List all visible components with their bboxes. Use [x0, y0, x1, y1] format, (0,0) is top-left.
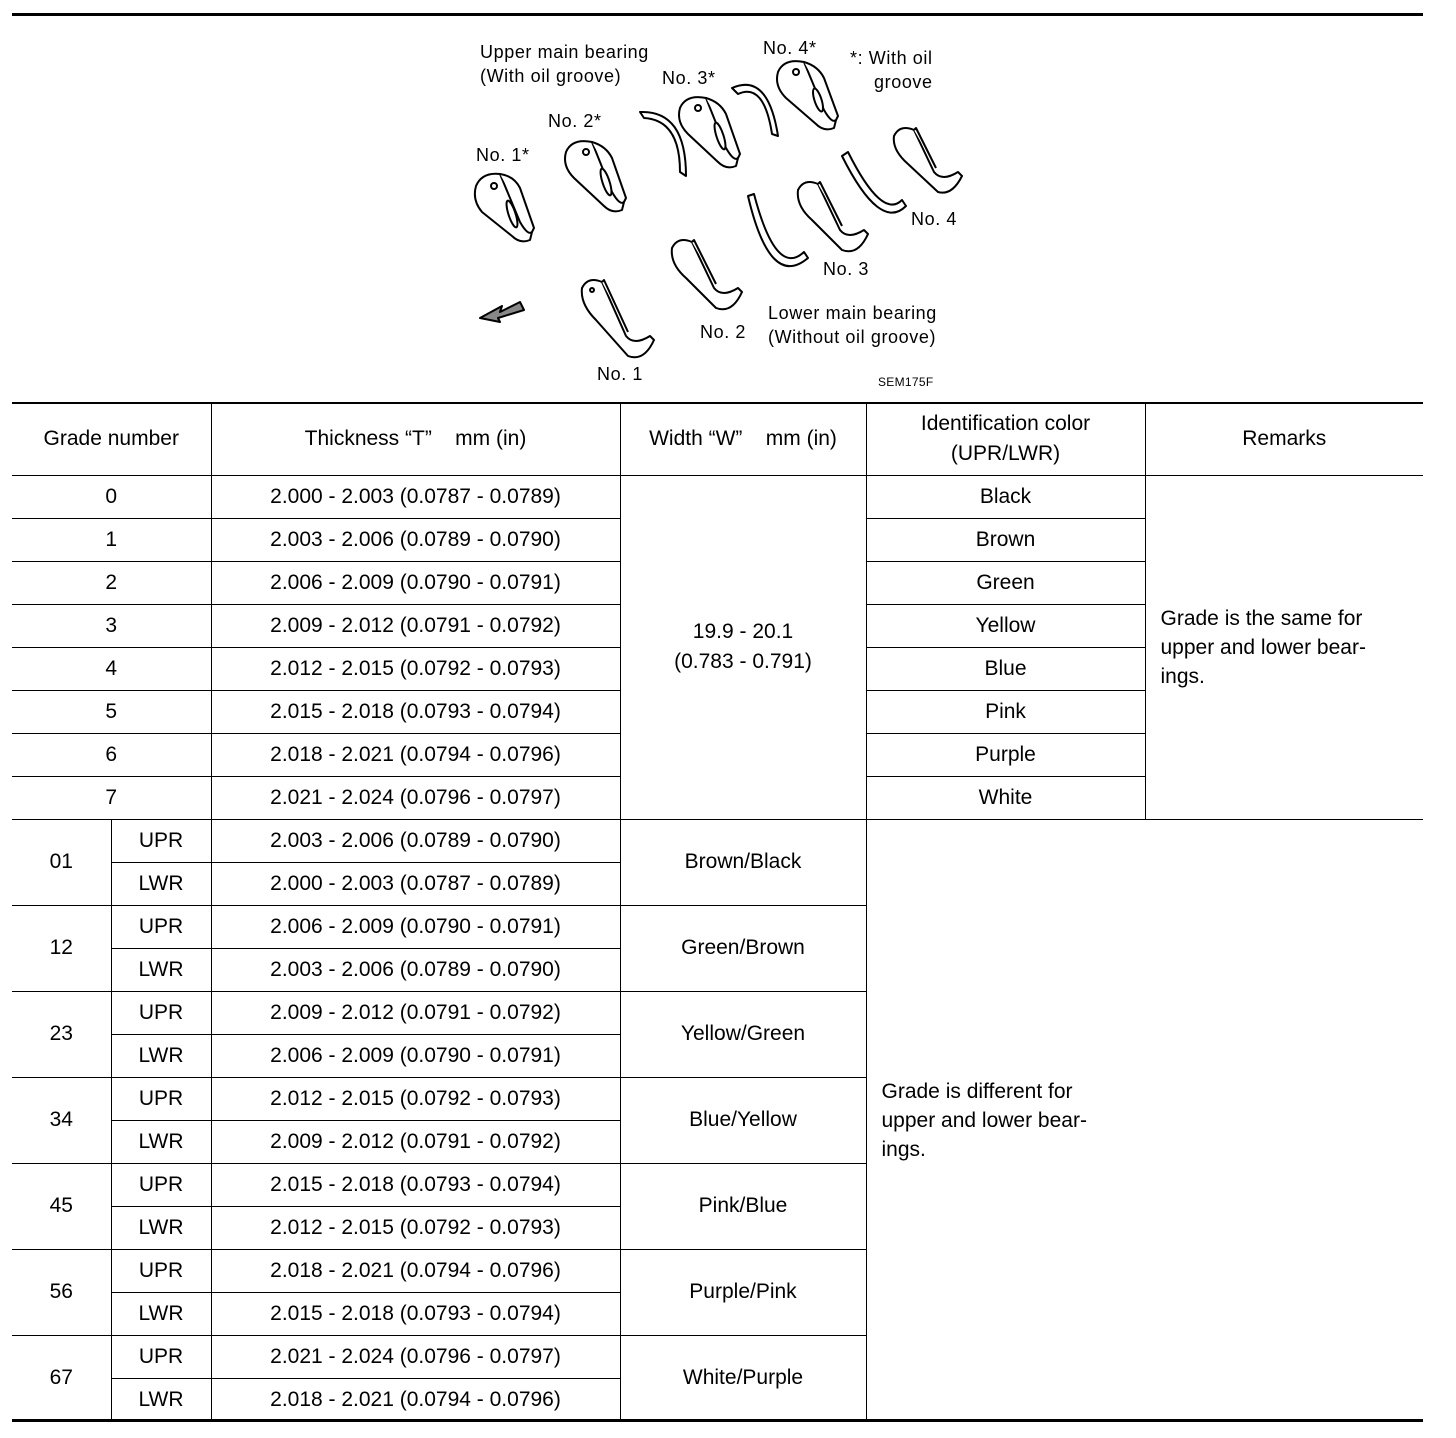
table-row [12, 1249, 1423, 1292]
lower-thrust-ring-left [748, 194, 808, 266]
table-row [12, 1077, 1423, 1120]
thickness-value: 2.015 - 2.018 (0.0793 - 0.0794) [211, 1163, 620, 1206]
grade-number: 34 [12, 1077, 111, 1163]
thickness-value: 2.003 - 2.006 (0.0789 - 0.0790) [211, 518, 620, 561]
identification-color: Purple/Pink [620, 1249, 866, 1335]
width-value: 19.9 - 20.1 (0.783 - 0.791) [620, 475, 866, 819]
position-label: UPR [111, 905, 211, 948]
upper-bearing-no4-shape [777, 61, 838, 129]
header-grade: Grade number [12, 403, 211, 475]
thickness-value: 2.009 - 2.012 (0.0791 - 0.0792) [211, 1120, 620, 1163]
thickness-value: 2.012 - 2.015 (0.0792 - 0.0793) [211, 1077, 620, 1120]
position-label: UPR [111, 1163, 211, 1206]
grade-number: 01 [12, 819, 111, 905]
grade-number: 0 [12, 475, 211, 518]
upper-no1-label: No. 1* [476, 145, 530, 165]
identification-color: Black [866, 475, 1145, 518]
bottom-rule [12, 1419, 1423, 1422]
grade-number: 1 [12, 518, 211, 561]
grade-number: 7 [12, 776, 211, 819]
lower-bearing-no4-shape [894, 128, 962, 193]
thickness-value: 2.021 - 2.024 (0.0796 - 0.0797) [211, 776, 620, 819]
lower-bearing-no3-shape [798, 182, 868, 251]
position-label: UPR [111, 1077, 211, 1120]
lower-no2-label: No. 2 [700, 322, 747, 342]
grade-number: 45 [12, 1163, 111, 1249]
position-label: LWR [111, 1206, 211, 1249]
identification-color: White/Purple [620, 1335, 866, 1421]
upper-bearing-no3-shape [679, 97, 740, 167]
position-label: LWR [111, 1120, 211, 1163]
upper-bearing-label: Upper main bearing (With oil groove) [480, 42, 649, 86]
identification-color: White [866, 776, 1145, 819]
lower-bearing-no2-shape [672, 240, 742, 309]
header-thickness: Thickness “T” mm (in) [211, 403, 620, 475]
lower-bearing-label: Lower main bearing (Without oil groove) [768, 303, 937, 347]
thickness-value: 2.018 - 2.021 (0.0794 - 0.0796) [211, 733, 620, 776]
position-label: LWR [111, 948, 211, 991]
lower-no4-label: No. 4 [911, 209, 958, 229]
lower-no1-label: No. 1 [597, 364, 644, 384]
header-remarks: Remarks [1145, 403, 1423, 475]
thickness-value: 2.018 - 2.021 (0.0794 - 0.0796) [211, 1378, 620, 1421]
upper-no2-label: No. 2* [548, 111, 602, 131]
thickness-value: 2.009 - 2.012 (0.0791 - 0.0792) [211, 604, 620, 647]
grade-number: 67 [12, 1335, 111, 1421]
identification-color: Purple [866, 733, 1145, 776]
thickness-value: 2.015 - 2.018 (0.0793 - 0.0794) [211, 1292, 620, 1335]
figure-id: SEM175F [878, 375, 934, 389]
grade-number: 56 [12, 1249, 111, 1335]
position-label: UPR [111, 1335, 211, 1378]
thickness-value: 2.012 - 2.015 (0.0792 - 0.0793) [211, 647, 620, 690]
grade-number: 23 [12, 991, 111, 1077]
position-label: LWR [111, 862, 211, 905]
table-row [12, 991, 1423, 1034]
table-row [12, 819, 1423, 862]
thickness-value: 2.021 - 2.024 (0.0796 - 0.0797) [211, 1335, 620, 1378]
remark-same-grade: Grade is the same for upper and lower bear- ings. [1145, 475, 1423, 819]
position-label: UPR [111, 819, 211, 862]
position-label: LWR [111, 1034, 211, 1077]
header-width: Width “W” mm (in) [620, 403, 866, 475]
remark-different-grade: Grade is different for upper and lower bear- ings. [866, 819, 1145, 1421]
identification-color: Blue [866, 647, 1145, 690]
table-row [12, 1335, 1423, 1378]
upper-thrust-ring-right [732, 85, 778, 136]
position-label: LWR [111, 1378, 211, 1421]
identification-color: Blue/Yellow [620, 1077, 866, 1163]
upper-no3-label: No. 3* [662, 68, 716, 88]
upper-bearing-no1-shape [475, 174, 534, 242]
thickness-value: 2.000 - 2.003 (0.0787 - 0.0789) [211, 475, 620, 518]
thickness-value: 2.012 - 2.015 (0.0792 - 0.0793) [211, 1206, 620, 1249]
lower-no3-label: No. 3 [823, 259, 870, 279]
thickness-value: 2.018 - 2.021 (0.0794 - 0.0796) [211, 1249, 620, 1292]
thickness-value: 2.003 - 2.006 (0.0789 - 0.0790) [211, 948, 620, 991]
thickness-value: 2.009 - 2.012 (0.0791 - 0.0792) [211, 991, 620, 1034]
upper-no4-label: No. 4* [763, 38, 817, 58]
table-row [12, 475, 1423, 518]
grade-number: 3 [12, 604, 211, 647]
identification-color: Yellow [866, 604, 1145, 647]
thickness-value: 2.006 - 2.009 (0.0790 - 0.0791) [211, 905, 620, 948]
lower-bearing-no1-shape [582, 280, 654, 357]
identification-color: Green/Brown [620, 905, 866, 991]
thickness-value: 2.006 - 2.009 (0.0790 - 0.0791) [211, 1034, 620, 1077]
grade-number: 2 [12, 561, 211, 604]
thickness-value: 2.006 - 2.009 (0.0790 - 0.0791) [211, 561, 620, 604]
identification-color: Brown/Black [620, 819, 866, 905]
bearing-illustration [0, 0, 1456, 400]
identification-color: Pink/Blue [620, 1163, 866, 1249]
front-arrow-icon [480, 302, 524, 322]
table-row [12, 905, 1423, 948]
grade-number: 5 [12, 690, 211, 733]
position-label: UPR [111, 1249, 211, 1292]
thickness-value: 2.003 - 2.006 (0.0789 - 0.0790) [211, 819, 620, 862]
bearing-grade-table [12, 402, 1423, 1422]
grade-number: 6 [12, 733, 211, 776]
header-color: Identification color (UPR/LWR) [866, 403, 1145, 475]
identification-color: Green [866, 561, 1145, 604]
grade-number: 12 [12, 905, 111, 991]
thickness-value: 2.000 - 2.003 (0.0787 - 0.0789) [211, 862, 620, 905]
lower-thrust-ring-right [842, 152, 906, 213]
identification-color: Yellow/Green [620, 991, 866, 1077]
table-header-row [12, 403, 1423, 475]
thickness-value: 2.015 - 2.018 (0.0793 - 0.0794) [211, 690, 620, 733]
oil-groove-note: *: With oil groove [850, 48, 933, 92]
identification-color: Brown [866, 518, 1145, 561]
grade-number: 4 [12, 647, 211, 690]
table-row [12, 1163, 1423, 1206]
position-label: LWR [111, 1292, 211, 1335]
identification-color: Pink [866, 690, 1145, 733]
upper-bearing-no2-shape [565, 141, 626, 211]
position-label: UPR [111, 991, 211, 1034]
